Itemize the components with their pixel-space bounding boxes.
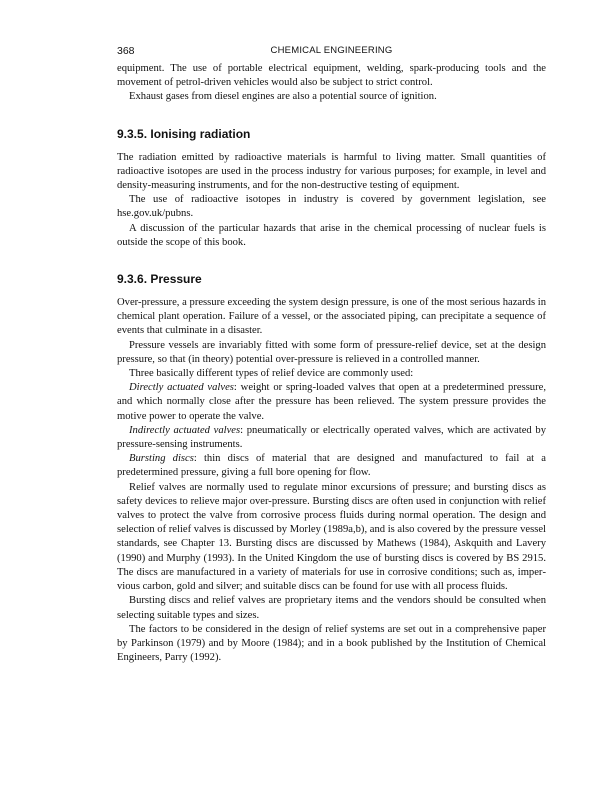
running-header — [117, 44, 546, 62]
running-title: CHEMICAL ENGINEERING — [270, 45, 393, 56]
item-term: Directly actuated valves — [129, 382, 234, 394]
section-heading: 9.3.5. Ionising radiation — [117, 126, 251, 141]
item-text: : pneumatically or electrically operated valves, which are activated by pressure-sensing instruments. — [117, 424, 546, 451]
paragraph: Pressure vessels are invariably fitted with some form of pressure-relief device, set at the design pressure, so that (in theory) potential over-pressure is relieved in a controlled manner. — [117, 339, 546, 365]
paragraph: The factors to be considered in the design of relief systems are set out in a comprehensive paper by Parkinson (1979) and by Moore (1984); and in a book published by the Institution of Chemical Engineers, Parry (1992). — [117, 623, 546, 664]
paragraph: Relief valves are normally used to regulate minor excursions of pressure; and bursting discs as safety devices to relieve major over-pressure. Bursting discs are often used in conjunction with relief valves to protect the valve from corrosive process fluids during normal operation. The design and selection of relief valves is discussed by Morley (1989a,b), and is also covered by the pressure vessel standards, see Chapter 13. Bursting discs are discussed by Mathews (1984), Askquith and Lavery (1990) and Murphy (1993). In the United Kingdom the use of bursting discs is covered by BS 2915. The discs are manufactured in a variety of materials for use in corrosive conditions; such as, impervious carbon, gold and silver; and suitable discs can be found for use with all process fluids. — [117, 481, 546, 593]
book-page — [117, 44, 546, 665]
section-heading: 9.3.6. Pressure — [117, 272, 202, 287]
item-term: Indirectly actuated valves — [129, 424, 241, 436]
paragraph: A discussion of the particular hazards that arise in the chemical processing of nuclear fuels is outside the scope of this book. — [117, 222, 546, 248]
paragraph: equipment. The use of portable electrical equipment, welding, spark-producing tools and the movement of petrol-driven vehicles would also be subject to strict control. — [117, 63, 546, 89]
item-term: Bursting discs — [129, 453, 194, 465]
paragraph: Exhaust gases from diesel engines are also a potential source of ignition. — [129, 91, 437, 103]
item-text: : thin discs of material that are designed and manufactured to fail at a predetermined pressure, giving a full bore opening for flow. — [117, 453, 546, 479]
list-item — [117, 424, 546, 452]
paragraph: Over-pressure, a pressure exceeding the system design pressure, is one of the most serious hazards in chemical plant operation. Failure of a vessel, or the associated piping, can precipitate a sequence of events that culminate in a disaster. — [117, 297, 546, 337]
list-item — [117, 452, 546, 480]
paragraph: The use of radioactive isotopes in industry is covered by government legislation, see hse.gov.uk/pubns. — [117, 194, 546, 220]
paragraph: Bursting discs and relief valves are proprietary items and the vendors should be consulted when selecting suitable types and sizes. — [117, 595, 546, 621]
item-text: : weight or spring-loaded valves that open at a predetermined pressure, and which normally close after the pressure has been relieved. The system pressure provides the motive power to operate the valve. — [117, 382, 546, 422]
paragraph: Three basically different types of relief device are commonly used: — [129, 368, 414, 380]
list-item — [117, 381, 546, 424]
paragraph: The radiation emitted by radioactive materials is harmful to living matter. Small quantities of radioactive isotopes are used in the process industry for various purposes; for example, in level and density-measuring instruments, and for the non-destructive testing of equipment. — [117, 151, 546, 192]
page-number: 368 — [117, 45, 135, 57]
